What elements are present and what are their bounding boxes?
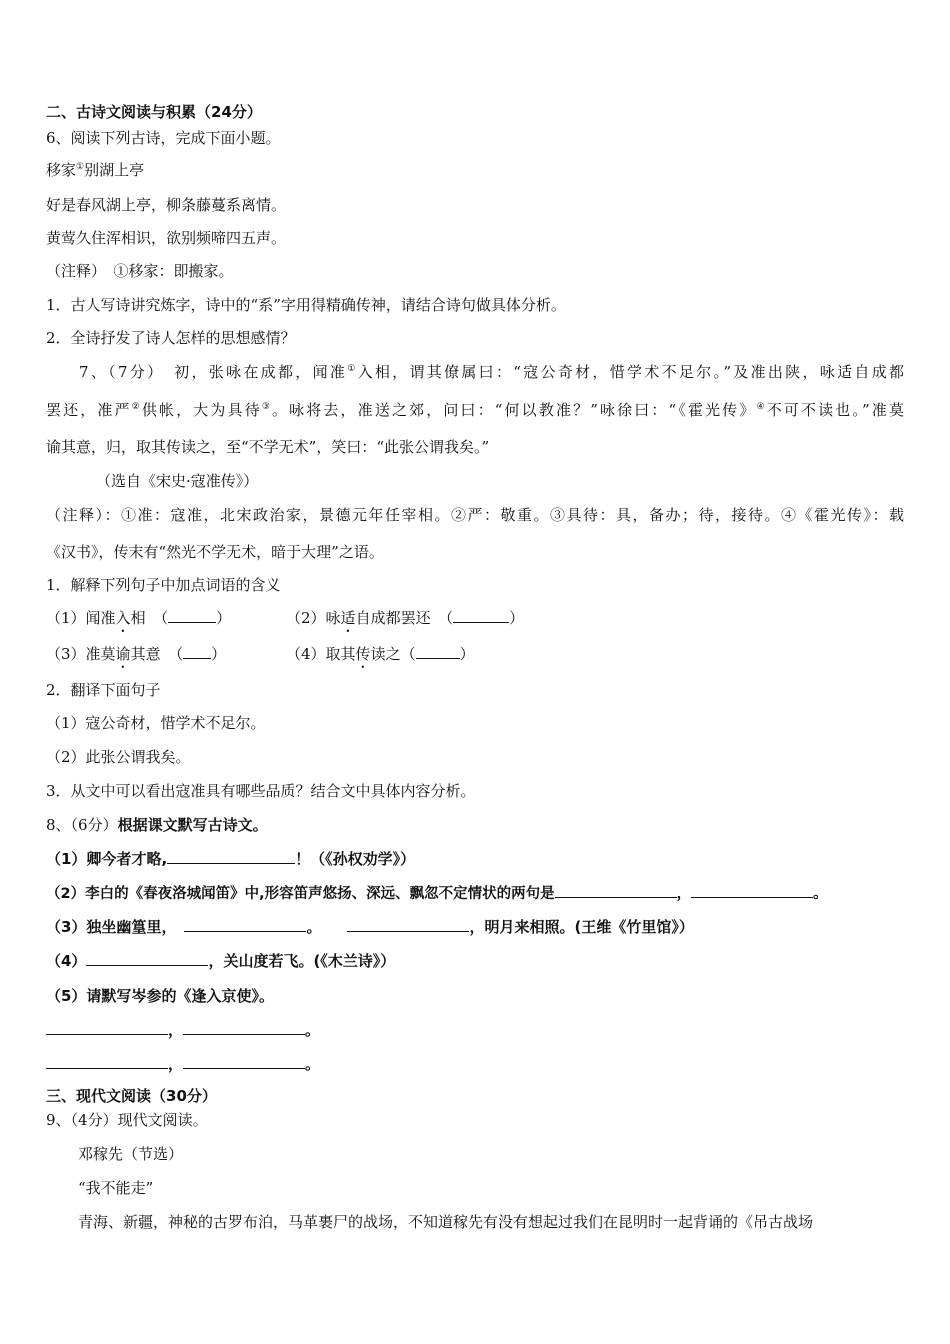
q7-sub1: 1．解释下列句子中加点词语的含义 <box>46 576 281 594</box>
q7-para-2: 罢还，准严②供帐，大为具待③。咏将去，准送之郊，问曰：“何以教准？”咏徐曰：“《霍光传》④不可不读也。”准莫 <box>46 401 904 419</box>
q8-line-2: （2）李白的《春夜洛城闻笛》中,形容笛声悠扬、深远、飘忽不定情状的两句是 ， 。 <box>46 883 828 904</box>
answer-blank[interactable] <box>453 608 509 623</box>
poem-title: 移家①别湖上亭 <box>46 161 145 179</box>
q7-para-1: 7、（7分） 初，张咏在成都，闻准①入相，谓其僚属曰：“寇公奇材，惜学术不足尔。”及准出陕，咏适自成都 <box>79 363 904 381</box>
q8-line-3: （3）独坐幽篁里， 。 ，明月来相照。(王维《竹里馆》） <box>46 918 694 936</box>
answer-blank[interactable] <box>347 917 469 932</box>
answer-blank[interactable] <box>168 608 216 623</box>
answer-blank[interactable] <box>183 1054 305 1069</box>
answer-blank[interactable] <box>416 644 460 659</box>
q7-note-2: 《汉书》，传末有“然光不学无术，暗于大理”之语。 <box>46 543 384 561</box>
q8-line-1: （1）卿今者才略, ！（《孙权劝学》） <box>46 850 416 868</box>
q6-note: （注释） ①移家：即搬家。 <box>46 262 234 280</box>
section2-heading: 二、古诗文阅读与积累（24分） <box>46 103 262 121</box>
article-title: 邓稼先（节选） <box>78 1145 184 1163</box>
answer-blank[interactable] <box>691 883 813 898</box>
q7-sub3: 3．从文中可以看出寇准具有哪些品质？结合文中具体内容分析。 <box>46 782 476 800</box>
q6-intro: 6、阅读下列古诗，完成下面小题。 <box>46 129 281 147</box>
poem-line-1: 好是春风湖上亭，柳条藤蔓系离情。 <box>46 196 287 214</box>
q8-line-4: （4） ，关山度若飞。(《木兰诗》） <box>46 952 396 970</box>
q8-recite-row-1: ， 。 <box>46 1020 320 1040</box>
q9-intro: 9、（4分）现代文阅读。 <box>46 1111 208 1129</box>
answer-blank[interactable] <box>86 951 208 966</box>
q7-sub2: 2．翻译下面句子 <box>46 681 161 699</box>
q7-translate-2: （2）此张公谓我矣。 <box>46 748 191 766</box>
section3-heading: 三、现代文阅读（30分） <box>46 1087 217 1105</box>
answer-blank[interactable] <box>167 849 295 864</box>
answer-blank[interactable] <box>184 917 306 932</box>
q8-recite-row-2: ， 。 <box>46 1054 320 1074</box>
q7-item-2: （2）咏适自成都罢还 （ ） <box>286 609 525 627</box>
answer-blank[interactable] <box>183 1020 305 1035</box>
answer-blank[interactable] <box>46 1020 168 1035</box>
article-subtitle: “我不能走” <box>78 1179 154 1197</box>
q7-source: （选自《宋史·寇准传》） <box>96 472 259 490</box>
q7-item-1: （1）闻准入相 （ ） <box>46 609 232 627</box>
q7-para-3: 谕其意，归，取其传读之，至“不学无术”，笑曰：“此张公谓我矣。” <box>46 438 490 456</box>
q7-item-4: （4）取其传读之（ ） <box>286 645 475 663</box>
article-paragraph: 青海、新疆，神秘的古罗布泊，马革裹尸的战场，不知道稼先有没有想起过我们在昆明时一起背诵的《吊古战场 <box>78 1213 814 1231</box>
q7-translate-1: （1）寇公奇材，惜学术不足尔。 <box>46 714 266 732</box>
q7-note-1: （注释）：①准：寇准，北宋政治家，景德元年任宰相。②严：敬重。③具待：具，备办；待，接待。④《霍光传》：载 <box>46 506 904 524</box>
answer-blank[interactable] <box>555 883 677 898</box>
q6-sub1: 1．古人写诗讲究炼字，诗中的“系”字用得精确传神，请结合诗句做具体分析。 <box>46 296 566 314</box>
answer-blank[interactable] <box>183 644 211 659</box>
q6-sub2: 2．全诗抒发了诗人怎样的思想感情？ <box>46 329 296 347</box>
q8-line-5: （5）请默写岑参的《逢入京使》。 <box>46 987 274 1005</box>
q7-item-3: （3）准莫谕其意 （ ） <box>46 645 227 663</box>
q8-intro: 8、（6分）根据课文默写古诗文。 <box>46 816 268 834</box>
answer-blank[interactable] <box>46 1054 168 1069</box>
poem-line-2: 黄莺久住浑相识，欲别频啼四五声。 <box>46 229 287 247</box>
